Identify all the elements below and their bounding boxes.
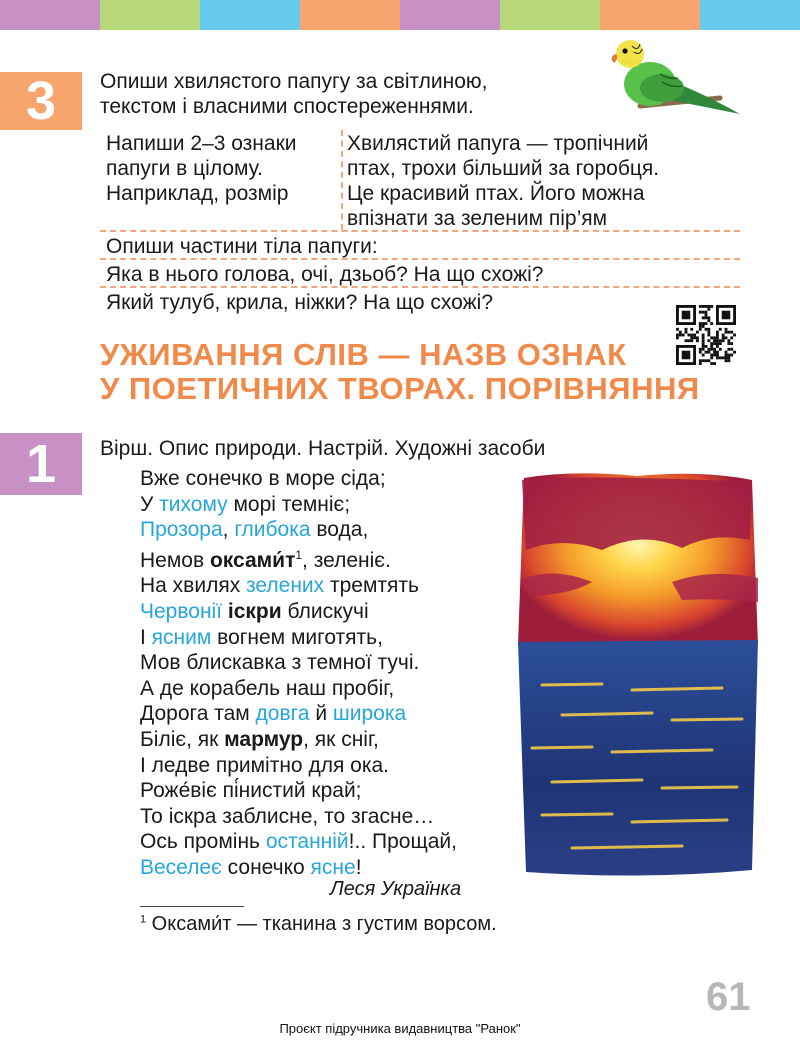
highlighted-adjective: Прозора (140, 518, 223, 542)
poem-line (140, 466, 457, 492)
poem-text: , (222, 518, 235, 542)
poem-text: ! (355, 855, 362, 879)
highlighted-adjective: Веселеє (140, 855, 222, 879)
poem-text: !.. Прощай, (348, 830, 457, 854)
poem-text: сонечко (221, 855, 311, 879)
highlighted-adjective: останній (265, 830, 349, 854)
poem-text: блискучі (281, 599, 369, 623)
footnote-mark: 1 (140, 913, 147, 926)
task1-title: Вірш. Опис природи. Настрій. Художні засоби (100, 437, 546, 460)
poem-text: Мов блискавка з темної тучі. (140, 651, 420, 675)
task3-text-line-4: впізнати за зеленим пір’ям (347, 207, 608, 230)
highlighted-adjective: тихому (159, 492, 228, 516)
highlighted-adjective: Червонії (140, 599, 223, 623)
poem-text: А де корабель наш пробіг, (140, 676, 395, 700)
poem-text: Немов (140, 548, 210, 572)
task-number-badge-1: 1 (0, 433, 82, 495)
poem-line (140, 753, 457, 779)
poem-line (140, 701, 457, 727)
color-bar-segment (100, 0, 200, 30)
poem-text: вогнем миготять, (211, 625, 383, 649)
bold-word: мармур (224, 727, 304, 751)
poem-line (140, 855, 457, 881)
footnote (140, 913, 497, 936)
task3-text-line-2: птах, трохи більший за горобця. (347, 157, 660, 180)
budgerigar-photo (600, 36, 745, 118)
color-bar-segment (400, 0, 500, 30)
task3-parts-line-3: Який тулуб, крила, ніжки? На що схожі? (106, 291, 494, 314)
poem-text: І ледве примітно для ока. (140, 753, 389, 777)
color-bar-segment (300, 0, 400, 30)
poem-text: Вже сонечко в море сіда; (140, 467, 386, 490)
poem-text: Ось промінь (140, 830, 266, 854)
task3-hint-line-1: Напиши 2–3 ознаки (106, 132, 297, 155)
section-heading (100, 338, 700, 406)
poem-text: Роже́віє пі́нистий край; (140, 779, 362, 803)
poem-line (140, 543, 457, 574)
dashed-rule (100, 286, 740, 288)
footnote-divider (140, 906, 244, 907)
section-heading-line-2: У ПОЕТИЧНИХ ТВОРАХ. ПОРІВНЯННЯ (100, 371, 700, 406)
poem-line (140, 599, 457, 625)
highlighted-adjective: широка (332, 702, 407, 726)
poem-line (140, 517, 457, 543)
bold-word: оксами́т (209, 548, 296, 572)
task-number-badge-3: 3 (0, 72, 82, 130)
poem-text: У (140, 492, 160, 516)
task3-intro-line-1: Опиши хвилястого папугу за світлиною, (100, 70, 488, 93)
top-color-bar (0, 0, 800, 30)
footnote-text: Оксами́т — тканина з густим ворсом. (146, 913, 497, 935)
color-bar-segment (0, 0, 100, 30)
highlighted-adjective: ясним (151, 625, 212, 649)
poem-text: Дорога там (140, 702, 256, 726)
poem (140, 466, 457, 881)
poem-line (140, 676, 457, 702)
task3-parts-line-2: Яка в нього голова, очі, дзьоб? На що схожі? (106, 263, 544, 286)
dashed-column-divider (341, 130, 343, 230)
poem-text: вода, (310, 518, 369, 542)
task3-hint-line-3: Наприклад, розмір (106, 182, 289, 205)
color-bar-segment (500, 0, 600, 30)
color-bar-segment (700, 0, 800, 30)
footnote-ref: 1 (295, 547, 303, 562)
poem-line (140, 829, 457, 855)
color-bar-segment (600, 0, 700, 30)
poem-line (140, 573, 457, 599)
highlighted-adjective: глибока (234, 518, 311, 542)
poem-text: І (140, 625, 152, 649)
highlighted-adjective: довга (255, 702, 310, 726)
poem-line (140, 492, 457, 518)
poem-text: морі темніє; (227, 492, 351, 516)
dashed-rule (100, 230, 740, 232)
poem-text: , зеленіє. (302, 548, 391, 572)
sunset-sea-painting (512, 470, 762, 880)
task3-text-line-3: Це красивий птах. Його можна (347, 182, 645, 205)
section-heading-line-1: УЖИВАННЯ СЛІВ — НАЗВ ОЗНАК (100, 337, 627, 372)
poem-text: , як сніг, (303, 727, 379, 751)
poem-line (140, 804, 457, 830)
task3-text-line-1: Хвилястий папуга — тропічний (347, 132, 649, 155)
poem-text: Біліє, як (140, 727, 225, 751)
dashed-rule (100, 258, 740, 260)
poem-text: тремтять (324, 574, 419, 598)
highlighted-adjective: зелених (246, 574, 325, 598)
publisher-credit: Проєкт підручника видавництва "Ранок" (279, 1021, 521, 1036)
poem-text: На хвилях (140, 574, 247, 598)
bold-word: іскри (227, 599, 282, 623)
task3-parts-line-1: Опиши частини тіла папуги: (106, 235, 378, 258)
poem-line (140, 650, 457, 676)
color-bar-segment (200, 0, 300, 30)
poem-author: Леся Українка (330, 878, 462, 900)
poem-line (140, 778, 457, 804)
highlighted-adjective: ясне (310, 855, 356, 879)
page-number: 61 (706, 975, 751, 1019)
poem-text: й (309, 702, 333, 726)
poem-line (140, 625, 457, 651)
task3-intro-line-2: текстом і власними спостереженнями. (100, 95, 474, 118)
poem-text: То іскра заблисне, то згасне… (140, 804, 435, 828)
task3-hint-line-2: папуги в цілому. (106, 157, 263, 180)
poem-line (140, 727, 457, 753)
